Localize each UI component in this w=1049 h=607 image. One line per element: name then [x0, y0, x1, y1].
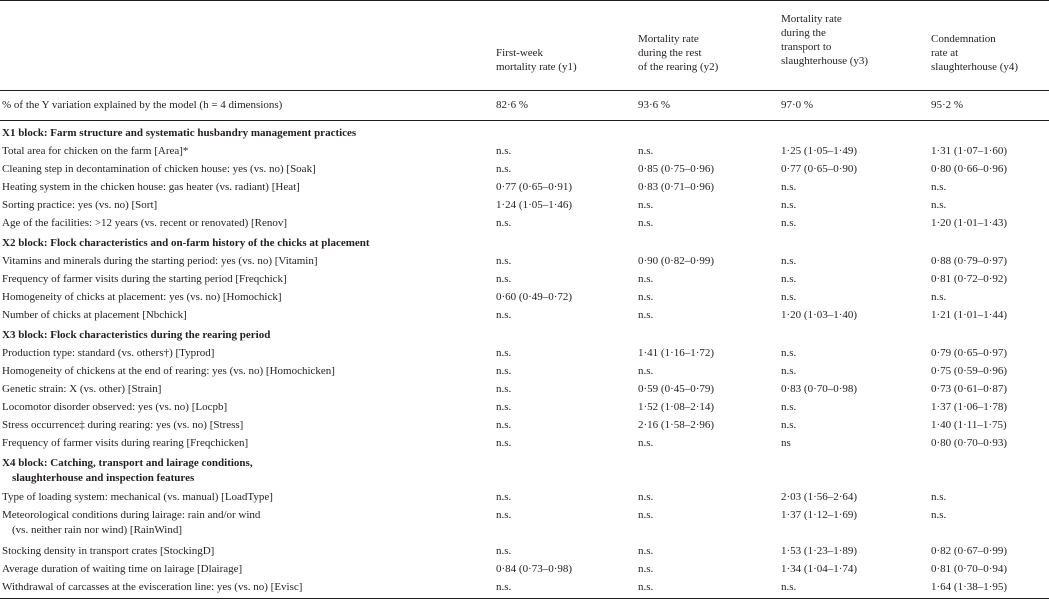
row-value-y3: 0·83 (0·70–0·98)	[781, 383, 858, 395]
row-value-y1: 0·77 (0·65–0·91)	[496, 181, 573, 193]
row-value-y2: n.s.	[638, 365, 654, 377]
row-value-y4: 0·82 (0·67–0·99)	[931, 545, 1008, 557]
explained-rule	[0, 120, 1049, 121]
row-value-y2: n.s.	[638, 273, 654, 285]
row-value-y3: 2·03 (1·56–2·64)	[781, 491, 858, 503]
row-label: Sorting practice: yes (vs. no) [Sort]	[2, 199, 158, 211]
row-value-y3: 1·20 (1·03–1·40)	[781, 309, 858, 321]
row-value-y2: n.s.	[638, 199, 654, 211]
row-value-y3: 1·53 (1·23–1·89)	[781, 545, 858, 557]
row-value-y3: n.s.	[781, 365, 797, 377]
row-value-y3: 1·37 (1·12–1·69)	[781, 509, 858, 521]
row-value-y1: n.s.	[496, 383, 512, 395]
header-col4-line1: Condemnation	[931, 33, 996, 45]
header-col2-line2: during the rest	[638, 47, 702, 59]
row-value-y4: 0·79 (0·65–0·97)	[931, 347, 1008, 359]
row-value-y1: 0·84 (0·73–0·98)	[496, 563, 573, 575]
block-title: X2 block: Flock characteristics and on-farm history of the chicks at placement	[2, 237, 370, 249]
row-value-y2: n.s.	[638, 581, 654, 593]
row-value-y1: n.s.	[496, 273, 512, 285]
header-col4-line3: slaughterhouse (y4)	[931, 61, 1019, 73]
row-label: Frequency of farmer visits during rearing [Freqchicken]	[2, 437, 249, 449]
row-label: Heating system in the chicken house: gas heater (vs. radiant) [Heat]	[2, 181, 300, 193]
row-value-y1: n.s.	[496, 347, 512, 359]
header-col2-line1: Mortality rate	[638, 33, 699, 45]
row-label: Vitamins and minerals during the starting period: yes (vs. no) [Vitamin]	[2, 255, 318, 267]
row-value-y4: 1·21 (1·01–1·44)	[931, 309, 1008, 321]
row-value-y4: 0·81 (0·72–0·92)	[931, 273, 1008, 285]
row-label: Production type: standard (vs. others†) [Typrod]	[2, 347, 215, 359]
row-value-y2: n.s.	[638, 309, 654, 321]
header-col3	[781, 12, 868, 68]
block-title: X1 block: Farm structure and systematic husbandry management practices	[2, 127, 357, 139]
row-label: Meteorological conditions during lairage: rain and/or wind	[2, 509, 261, 521]
header-col3-line3: transport to	[781, 41, 832, 53]
row-value-y3: 0·77 (0·65–0·90)	[781, 163, 858, 175]
row-value-y4: 0·81 (0·70–0·94)	[931, 563, 1008, 575]
row-value-y3: n.s.	[781, 255, 797, 267]
header-rule	[0, 90, 1049, 91]
row-value-y4: 0·88 (0·79–0·97)	[931, 255, 1008, 267]
row-value-y2: 0·59 (0·45–0·79)	[638, 383, 715, 395]
row-value-y4: n.s.	[931, 509, 947, 521]
header-col2-line3: of the rearing (y2)	[638, 61, 719, 73]
row-value-y1: n.s.	[496, 217, 512, 229]
row-label: Withdrawal of carcasses at the evisceration line: yes (vs. no) [Evisc]	[2, 581, 303, 593]
row-value-y2: n.s.	[638, 217, 654, 229]
row-label: Type of loading system: mechanical (vs. manual) [LoadType]	[2, 491, 273, 503]
explained-value-y4: 95·2 %	[931, 99, 964, 111]
row-value-y1: n.s.	[496, 419, 512, 431]
row-value-y4: 0·75 (0·59–0·96)	[931, 365, 1008, 377]
row-value-y2: 0·83 (0·71–0·96)	[638, 181, 715, 193]
row-value-y4: n.s.	[931, 491, 947, 503]
row-value-y2: 2·16 (1·58–2·96)	[638, 419, 715, 431]
row-value-y2: n.s.	[638, 437, 654, 449]
row-value-y2: n.s.	[638, 145, 654, 157]
row-value-y1: n.s.	[496, 545, 512, 557]
row-value-y3: n.s.	[781, 419, 797, 431]
row-value-y2: n.s.	[638, 491, 654, 503]
row-value-y3: n.s.	[781, 347, 797, 359]
row-value-y1: n.s.	[496, 255, 512, 267]
row-label: Frequency of farmer visits during the starting period [Freqchick]	[2, 273, 287, 285]
row-label: Homogeneity of chicks at placement: yes (vs. no) [Homochick]	[2, 291, 282, 303]
row-value-y1: n.s.	[496, 145, 512, 157]
row-label: Average duration of waiting time on lairage [Dlairage]	[2, 563, 243, 575]
row-value-y4: 0·80 (0·66–0·96)	[931, 163, 1008, 175]
explained-label: % of the Y variation explained by the model (h = 4 dimensions)	[2, 99, 283, 111]
row-value-y3: n.s.	[781, 199, 797, 211]
explained-value-y2: 93·6 %	[638, 99, 671, 111]
explained-value-y1: 82·6 %	[496, 99, 529, 111]
row-value-y3: n.s.	[781, 181, 797, 193]
block-title: X3 block: Flock characteristics during the rearing period	[2, 329, 271, 341]
row-value-y3: n.s.	[781, 401, 797, 413]
row-value-y2: n.s.	[638, 509, 654, 521]
row-label: Locomotor disorder observed: yes (vs. no) [Locpb]	[2, 401, 228, 413]
row-label: Stress occurrence‡ during rearing: yes (vs. no) [Stress]	[2, 419, 244, 431]
header-col4-line2: rate at	[931, 47, 959, 59]
row-value-y2: 1·41 (1·16–1·72)	[638, 347, 715, 359]
row-value-y2: n.s.	[638, 545, 654, 557]
row-value-y3: 1·25 (1·05–1·49)	[781, 145, 858, 157]
row-label: Age of the facilities: >12 years (vs. recent or renovated) [Renov]	[2, 217, 288, 229]
row-value-y1: n.s.	[496, 581, 512, 593]
row-value-y4: 0·80 (0·70–0·93)	[931, 437, 1008, 449]
row-label: Cleaning step in decontamination of chicken house: yes (vs. no) [Soak]	[2, 163, 316, 175]
row-value-y3: n.s.	[781, 291, 797, 303]
row-value-y3: n.s.	[781, 273, 797, 285]
row-label: Stocking density in transport crates [StockingD]	[2, 545, 215, 557]
header-col3-line2: during the	[781, 27, 826, 39]
row-value-y1: 0·60 (0·49–0·72)	[496, 291, 573, 303]
row-value-y1: n.s.	[496, 491, 512, 503]
row-value-y2: n.s.	[638, 563, 654, 575]
row-value-y1: n.s.	[496, 509, 512, 521]
row-value-y3: 1·34 (1·04–1·74)	[781, 563, 858, 575]
row-value-y4: 1·40 (1·11–1·75)	[931, 419, 1007, 431]
row-value-y4: n.s.	[931, 291, 947, 303]
row-value-y1: n.s.	[496, 163, 512, 175]
row-value-y1: n.s.	[496, 401, 512, 413]
row-label: Number of chicks at placement [Nbchick]	[2, 309, 187, 321]
row-value-y3: n.s.	[781, 217, 797, 229]
row-value-y2: 0·85 (0·75–0·96)	[638, 163, 715, 175]
row-value-y4: 0·73 (0·61–0·87)	[931, 383, 1008, 395]
bottom-rule	[0, 598, 1049, 599]
row-value-y4: 1·20 (1·01–1·43)	[931, 217, 1008, 229]
row-value-y4: 1·31 (1·07–1·60)	[931, 145, 1008, 157]
header-col1-line2: mortality rate (y1)	[496, 61, 577, 73]
row-value-y2: 1·52 (1·08–2·14)	[638, 401, 715, 413]
header-col2	[638, 32, 718, 74]
header-col1	[496, 46, 577, 74]
row-label-continued: (vs. neither rain nor wind) [RainWind]	[12, 524, 183, 536]
row-value-y1: n.s.	[496, 365, 512, 377]
row-label: Total area for chicken on the farm [Area]*	[2, 145, 189, 157]
row-value-y1: n.s.	[496, 309, 512, 321]
header-col3-line4: slaughterhouse (y3)	[781, 55, 869, 67]
row-value-y4: n.s.	[931, 181, 947, 193]
row-label: Homogeneity of chickens at the end of rearing: yes (vs. no) [Homochicken]	[2, 365, 335, 377]
explained-value-y3: 97·0 %	[781, 99, 814, 111]
top-rule	[0, 0, 1049, 1]
header-col4	[931, 32, 1018, 74]
row-value-y4: n.s.	[931, 199, 947, 211]
header-col3-line1: Mortality rate	[781, 13, 842, 25]
row-value-y3: n.s.	[781, 581, 797, 593]
block-title: X4 block: Catching, transport and lairage conditions,	[2, 457, 253, 469]
header-col1-line1: First-week	[496, 47, 544, 59]
row-value-y4: 1·37 (1·06–1·78)	[931, 401, 1008, 413]
row-value-y4: 1·64 (1·38–1·95)	[931, 581, 1008, 593]
row-label: Genetic strain: X (vs. other) [Strain]	[2, 383, 162, 395]
row-value-y3: ns	[781, 437, 791, 449]
row-value-y1: 1·24 (1·05–1·46)	[496, 199, 573, 211]
block-title-continued: slaughterhouse and inspection features	[12, 472, 195, 484]
row-value-y1: n.s.	[496, 437, 512, 449]
row-value-y2: 0·90 (0·82–0·99)	[638, 255, 715, 267]
row-value-y2: n.s.	[638, 291, 654, 303]
